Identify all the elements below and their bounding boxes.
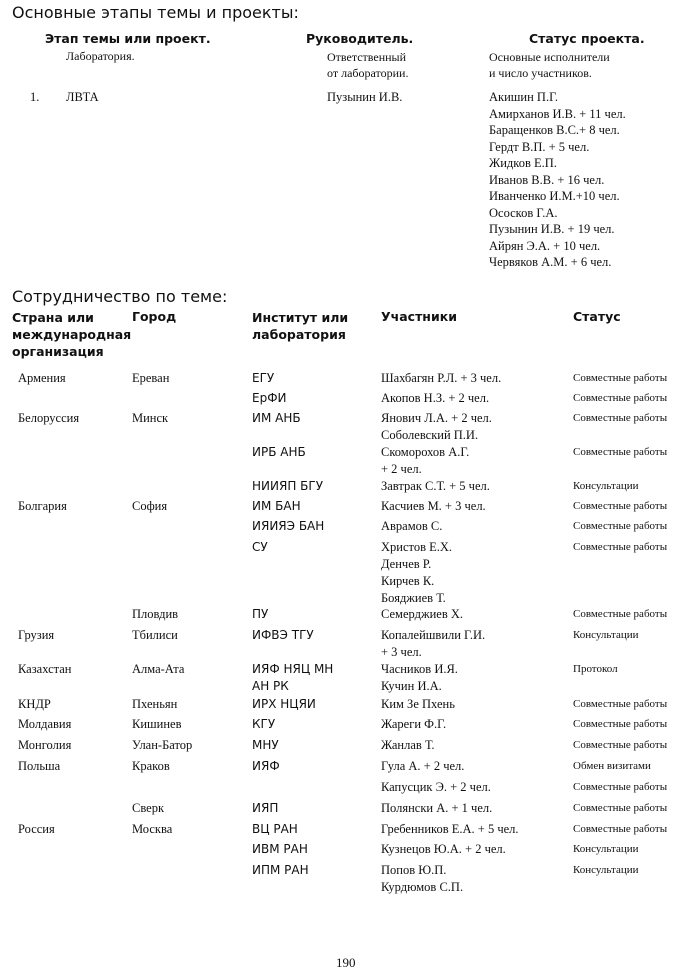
city-cell: Кишинев [132,717,182,731]
participants-cell [381,696,455,713]
participant-line: Касчиев М. + 3 чел. [381,499,486,513]
country-cell: Казахстан [18,662,72,676]
institute-line: СУ [252,540,268,554]
institute-line: ПУ [252,607,269,621]
country-cell: Белоруссия [18,411,80,425]
city-cell: Пловдив [132,607,179,621]
participant-line: Аврамов С. [381,519,443,533]
participants-cell [381,661,458,695]
col-header-leader: Руководитель. [306,31,414,46]
institute-cell [252,696,316,713]
city-cell: Улан-Батор [132,738,193,752]
participant-line: Шахбагян Р.Л. + 3 чел. [381,371,502,385]
status-cell: Консультации [573,629,639,641]
institute-line: ВЦ РАН [252,822,298,836]
participants-cell [381,716,446,733]
participant-line: Жанлав Т. [381,738,435,752]
participants-cell [381,779,491,796]
country-cell: Молдавия [18,717,72,731]
participant-line: Часников И.Я. [381,662,458,676]
institute-cell [252,444,306,461]
participant-line: Копалейшвили Г.И. [381,628,486,642]
participants-cell [381,627,485,661]
col-header-participants: Участники [381,309,457,324]
institute-cell [252,737,279,754]
participant-line: Семерджиев Х. [381,607,463,621]
participants-cell [381,821,519,838]
col-header-country: Страна или международная организация [12,310,132,359]
participant-line: Бояджиев Т. [381,591,446,605]
member-line: Акишин П.Г. [489,90,559,104]
participants-cell [381,478,490,495]
status-cell: Консультации [573,480,639,492]
status-cell: Совместные работы [573,392,668,404]
participants-cell [381,841,506,858]
member-line: Червяков А.М. + 6 чел. [489,255,612,269]
institute-cell [252,539,268,556]
participants-cell [381,862,463,896]
institute-cell [252,370,274,387]
country-cell: Монголия [18,738,72,752]
status-cell: Протокол [573,663,618,675]
city-cell: Минск [132,411,169,425]
institute-line: ЕГУ [252,371,275,385]
participant-line: Кузнецов Ю.А. + 2 чел. [381,842,506,856]
city-cell: София [132,499,168,513]
participants-cell [381,444,469,478]
participants-cell [381,518,442,535]
country-cell: Болгария [18,499,67,513]
member-line: Айрян Э.А. + 10 чел. [489,238,601,253]
participants-cell [381,800,492,817]
stage-lab: ЛВТА [66,90,99,104]
city-cell: Алма-Ата [132,662,185,676]
member-line: Баращенков В.С.+ 8 чел. [489,123,620,137]
col-header-city: Город [132,309,177,324]
status-cell: Совместные работы [573,718,668,730]
member-line: Амирханов И.В. + 11 чел. [489,106,626,121]
institute-cell [252,390,287,407]
participant-line: Ким Зе Пхень [381,697,455,711]
participant-line: Христов Е.Х. [381,540,453,554]
status-cell: Совместные работы [573,446,668,458]
city-cell: Пхеньян [132,697,178,711]
stage-leader: Пузынин И.В. [327,90,403,104]
participant-line: Капусцик Э. + 2 чел. [381,780,491,794]
country-cell: Грузия [18,628,55,642]
section-title-cooperation: Сотрудничество по теме: [12,287,228,306]
institute-line: АН РК [252,679,289,693]
institute-line: ИРБ АНБ [252,445,306,459]
status-cell: Совместные работы [573,541,668,553]
city-cell: Москва [132,822,173,836]
institute-cell [252,410,301,427]
participant-line: + 2 чел. [381,462,422,476]
member-line: Пузынин И.В. + 19 чел. [489,222,615,236]
institute-cell [252,478,323,495]
participant-line: Гребенников Е.А. + 5 чел. [381,822,519,836]
col-header-status: Статус [573,309,621,324]
participant-line: Завтрак С.Т. + 5 чел. [381,479,490,493]
country-cell: Польша [18,759,61,773]
section-title-stages: Основные этапы темы и проекты: [12,3,299,22]
participants-cell [381,370,501,387]
page-number: 190 [336,955,356,970]
participant-line: Денчев Р. [381,557,432,571]
participant-line: + 3 чел. [381,645,422,659]
institute-line: ИВМ РАН [252,842,308,856]
institute-cell [252,841,308,858]
institute-line: ИФВЭ ТГУ [252,628,314,642]
col-subheader-responsible: Ответственный от лаборатории. [327,50,409,80]
participants-cell [381,737,434,754]
stage-members [489,89,626,271]
participants-cell [381,498,486,515]
institute-cell [252,758,280,775]
col-subheader-lab: Лаборатория. [66,49,135,63]
institute-line: ИЯФ [252,759,280,773]
status-cell: Обмен визитами [573,760,651,772]
institute-cell [252,627,314,644]
country-cell: Россия [18,822,55,836]
participant-line: Акопов Н.З. + 2 чел. [381,391,490,405]
status-cell: Консультации [573,843,639,855]
country-cell: Армения [18,371,66,385]
participant-line: Янович Л.А. + 2 чел. [381,411,492,425]
institute-cell [252,800,278,817]
institute-cell [252,716,275,733]
institute-cell [252,862,309,879]
participants-cell [381,606,463,623]
member-line: Жидков Е.П. [489,156,557,170]
participant-line: Жареги Ф.Г. [381,717,447,731]
status-cell: Совместные работы [573,608,668,620]
status-cell: Совместные работы [573,500,668,512]
col-header-institute: Институт или лаборатория [252,310,349,342]
city-cell: Краков [132,759,170,773]
member-line: Гердт В.П. + 5 чел. [489,139,590,154]
participant-line: Кучин И.А. [381,679,442,693]
status-cell: Совместные работы [573,520,668,532]
col-subheader-executors: Основные исполнители и число участников. [489,50,610,80]
participant-line: Скоморохов А.Г. [381,445,470,459]
institute-line: ЕрФИ [252,391,287,405]
institute-cell [252,606,268,623]
status-cell: Совместные работы [573,412,668,424]
country-cell: КНДР [18,697,51,711]
status-cell: Совместные работы [573,739,668,751]
participants-cell [381,539,452,607]
institute-cell [252,821,298,838]
institute-line: ИЯП [252,801,279,815]
status-cell: Совместные работы [573,781,668,793]
participant-line: Гула А. + 2 чел. [381,759,465,773]
participants-cell [381,758,464,775]
participant-line: Кирчев К. [381,574,435,588]
institute-cell [252,498,301,515]
institute-line: ИЯИЯЭ БАН [252,519,325,533]
institute-cell [252,518,324,535]
participants-cell [381,410,492,444]
participant-line: Курдюмов С.П. [381,880,464,894]
institute-cell [252,661,333,695]
status-cell: Совместные работы [573,802,668,814]
city-cell: Ереван [132,371,170,385]
participant-line: Соболевский П.И. [381,428,479,442]
institute-line: ИЯФ НЯЦ МН [252,662,334,676]
institute-line: ИПМ РАН [252,863,309,877]
participants-cell [381,390,489,407]
status-cell: Консультации [573,864,639,876]
stage-number: 1. [30,90,40,104]
status-cell: Совместные работы [573,698,668,710]
member-line: Иванченко И.М.+10 чел. [489,189,620,203]
institute-line: МНУ [252,738,279,752]
status-cell: Совместные работы [573,823,668,835]
member-line: Иванов В.В. + 16 чел. [489,172,605,187]
city-cell: Тбилиси [132,628,178,642]
col-header-status: Статус проекта. [529,31,645,46]
institute-line: ИРХ НЦЯИ [252,697,316,711]
institute-line: ИМ АНБ [252,411,301,425]
col-header-stage: Этап темы или проект. [45,31,211,46]
status-cell: Совместные работы [573,372,668,384]
city-cell: Сверк [132,801,165,815]
institute-line: КГУ [252,717,276,731]
member-line: Ососков Г.А. [489,205,558,220]
participant-line: Попов Ю.П. [381,863,447,877]
institute-line: ИМ БАН [252,499,301,513]
participant-line: Полянски А. + 1 чел. [381,801,493,815]
institute-line: НИИЯП БГУ [252,479,324,493]
